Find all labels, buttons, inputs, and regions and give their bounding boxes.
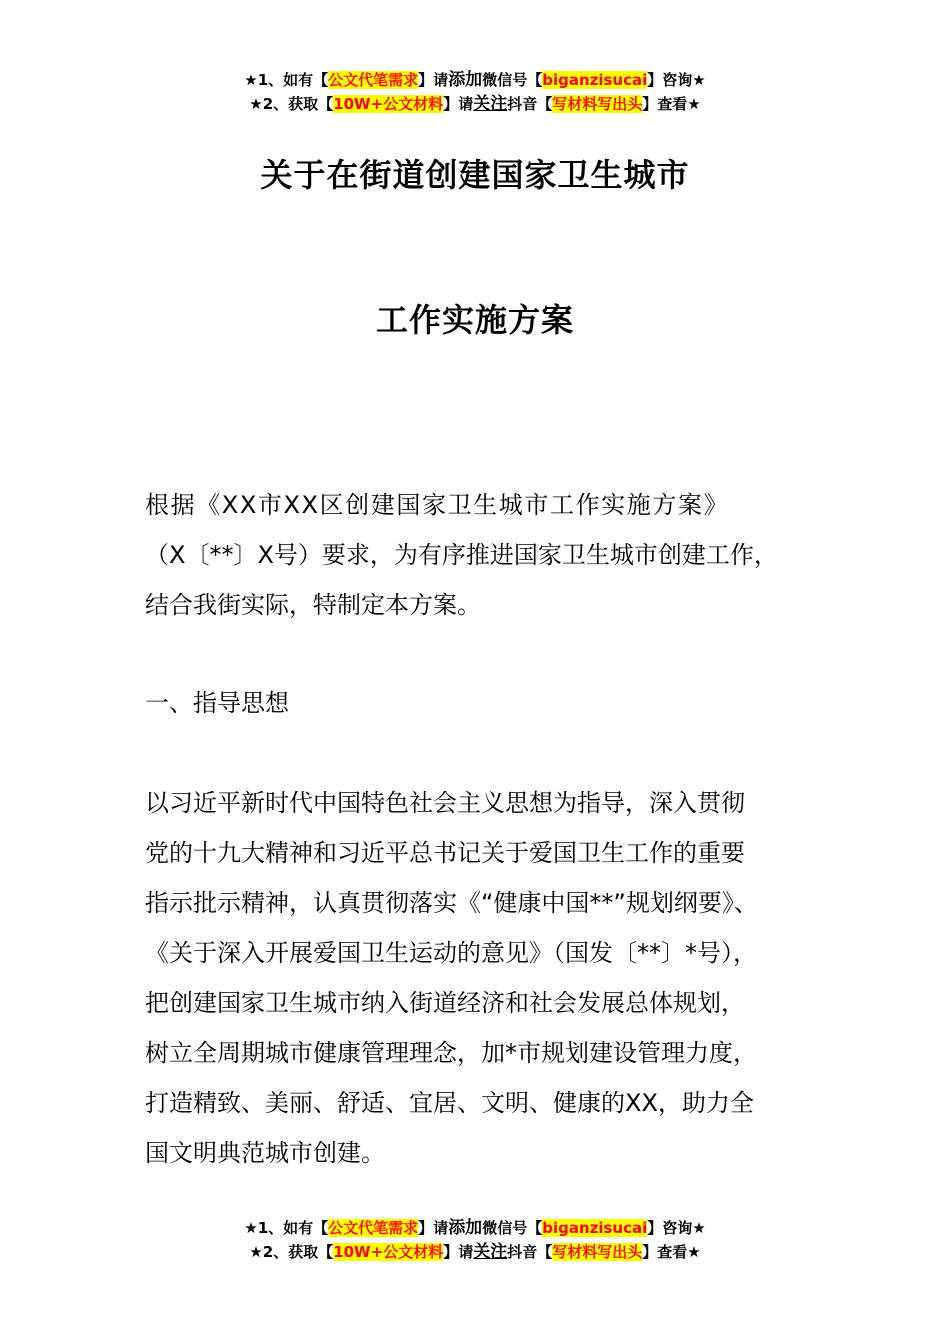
promo-highlight: 10W+公文材料: [333, 95, 444, 113]
promo-text: 】咨询★: [647, 71, 706, 89]
promo-banner-bottom: [0, 1216, 950, 1264]
promo-text: ★1、如有【: [244, 71, 329, 89]
guiding-ideology-paragraph: [145, 778, 835, 1178]
promo-emphasis: 添加: [448, 70, 483, 90]
paragraph-line: 党的十九大精神和习近平总书记关于爱国卫生工作的重要: [145, 839, 745, 867]
paragraph-line: （X〔**〕X号）要求，为有序推进国家卫生城市创建工作，: [145, 541, 778, 569]
paragraph-line: 根据《XX市XX区创建国家卫生城市工作实施方案》: [145, 491, 730, 519]
promo-text: 】请: [418, 1219, 449, 1237]
promo-highlight: 10W+公文材料: [333, 1243, 444, 1261]
paragraph-line: 树立全周期城市健康管理理念，加*市规划建设管理力度，: [145, 1039, 757, 1067]
promo-highlight: 公文代笔需求: [328, 71, 419, 89]
promo-emphasis: 添加: [448, 1218, 483, 1238]
paragraph-line: 指示批示精神，认真贯彻落实《“健康中国**”规划纲要》、: [145, 889, 758, 917]
paragraph-line: 结合我街实际，特制定本方案。: [145, 591, 481, 619]
paragraph-line: 国文明典范城市创建。: [145, 1139, 385, 1167]
promo-text: 】请: [418, 71, 449, 89]
promo-line-2: [0, 1240, 950, 1264]
promo-text: 抖音【: [507, 95, 553, 113]
promo-highlight: biganzisucai: [542, 1219, 648, 1237]
promo-text: ★2、获取【: [249, 95, 334, 113]
promo-text: ★1、如有【: [244, 1219, 329, 1237]
paragraph-line: 《关于深入开展爱国卫生运动的意见》（国发〔**〕*号），: [145, 939, 757, 967]
promo-text: 抖音【: [507, 1243, 553, 1261]
promo-emphasis: 关注: [473, 1242, 508, 1262]
paragraph-line: 以习近平新时代中国特色社会主义思想为指导，深入贯彻: [145, 789, 745, 817]
intro-paragraph: [145, 480, 835, 630]
promo-text: 】查看★: [642, 1243, 701, 1261]
promo-highlight: 写材料写出头: [552, 1243, 643, 1261]
promo-text: 】请: [443, 1243, 474, 1261]
promo-highlight: 写材料写出头: [552, 95, 643, 113]
paragraph-line: 把创建国家卫生城市纳入街道经济和社会发展总体规划，: [145, 989, 745, 1017]
section-heading: 一、指导思想: [145, 689, 289, 717]
promo-line-1: [0, 1216, 950, 1240]
document-title-line-1: 关于在街道创建国家卫生城市: [260, 156, 690, 194]
promo-highlight: biganzisucai: [542, 71, 648, 89]
promo-text: 微信号【: [482, 1219, 543, 1237]
promo-line-1: [0, 68, 950, 92]
promo-text: 】请: [443, 95, 474, 113]
promo-text: 】咨询★: [647, 1219, 706, 1237]
promo-text: 】查看★: [642, 95, 701, 113]
promo-text: 微信号【: [482, 71, 543, 89]
promo-line-2: [0, 92, 950, 116]
promo-highlight: 公文代笔需求: [328, 1219, 419, 1237]
document-title-line-2: 工作实施方案: [375, 301, 574, 339]
promo-banner-top: [0, 68, 950, 116]
paragraph-line: 打造精致、美丽、舒适、宜居、文明、健康的XX，助力全: [145, 1089, 754, 1117]
promo-text: ★2、获取【: [249, 1243, 334, 1261]
promo-emphasis: 关注: [473, 94, 508, 114]
